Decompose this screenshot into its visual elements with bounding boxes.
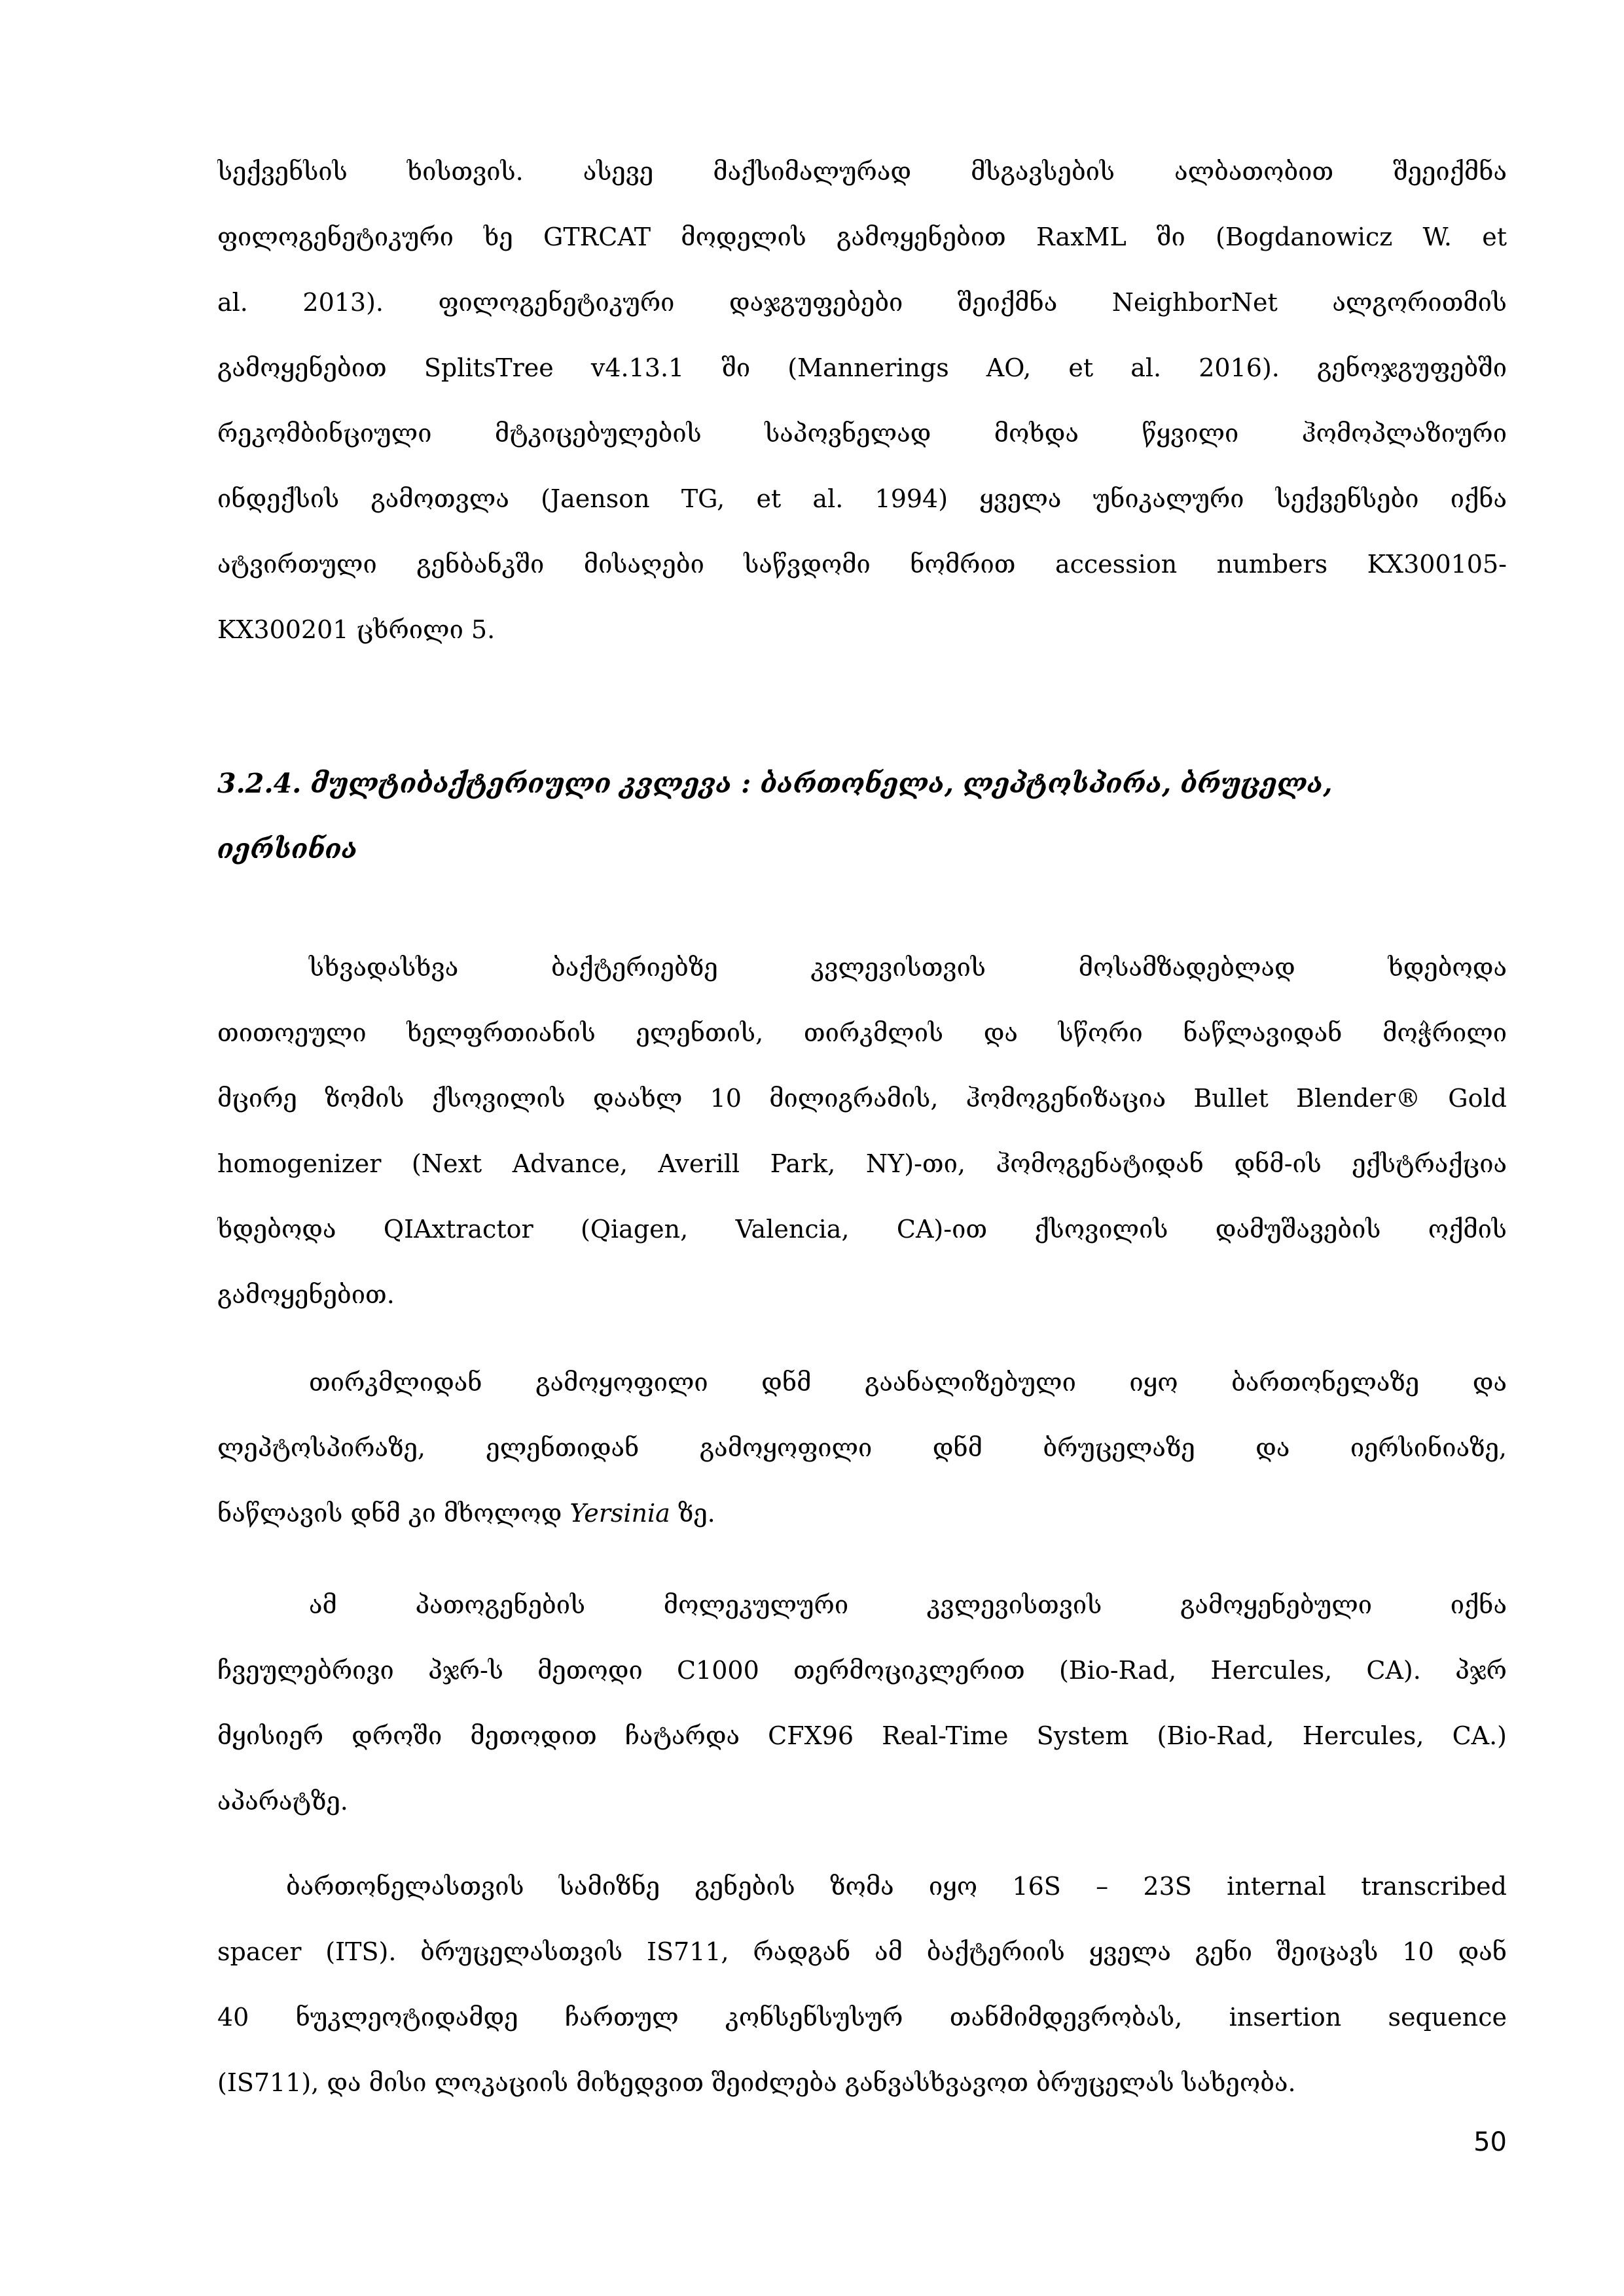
text-segment: (IS711), და მისი ლოკაციის მიხედვით შეიძლება განვასხვავოთ ბრუცელას სახეობა. bbox=[217, 2068, 1296, 2097]
text-line bbox=[217, 2050, 1507, 2115]
text-segment: გამოყენებით SplitsTree v4.13.1 ში (Mannerings AO, et al. 2016). გენოჯგუფებში bbox=[217, 353, 1507, 382]
text-line bbox=[217, 1984, 1507, 2050]
text-segment: al. 2013). ფილოგენეტიკური დაჯგუფებები შეიქმნა NeighborNet ალგორითმის bbox=[217, 288, 1507, 317]
text-line bbox=[217, 1066, 1507, 1131]
text-line bbox=[217, 816, 1507, 882]
text-segment: თირკმლიდან გამოყოფილი დნმ გაანალიზებული იყო ბართონელაზე და bbox=[309, 1368, 1507, 1397]
text-segment: ზე. bbox=[670, 1499, 715, 1528]
text-segment: ჩვეულებრივი პჯრ-ს მეთოდი C1000 თერმოციკლერით (Bio-Rad, Hercules, CA). პჯრ bbox=[217, 1656, 1507, 1685]
page-number: 50 bbox=[1473, 2127, 1507, 2157]
text-line bbox=[217, 466, 1507, 531]
section-heading bbox=[217, 751, 1507, 882]
paragraph bbox=[217, 1350, 1507, 1546]
text-line bbox=[217, 597, 1507, 662]
paragraph bbox=[217, 1854, 1507, 2115]
text-line bbox=[217, 1638, 1507, 1703]
text-line bbox=[217, 204, 1507, 270]
text-line bbox=[217, 1350, 1507, 1415]
text-segment: გამოყენებით. bbox=[217, 1280, 395, 1309]
text-segment: მცირე ზომის ქსოვილის დაახლ 10 მილიგრამის, ჰომოგენიზაცია Bullet Blender® Gold bbox=[217, 1084, 1507, 1113]
text-line bbox=[217, 139, 1507, 204]
text-line bbox=[217, 1480, 1507, 1546]
text-line bbox=[217, 1415, 1507, 1480]
italic-text-segment: Yersinia bbox=[569, 1499, 670, 1528]
text-segment: 3.2.4. მულტიბაქტერიული კვლევა : ბართონელა, ლეპტოსპირა, ბრუცელა, bbox=[217, 768, 1333, 799]
text-line bbox=[217, 1196, 1507, 1262]
text-segment: homogenizer (Next Advance, Averill Park, NY)-თი, ჰომოგენატიდან დნმ-ის ექსტრაქცია bbox=[217, 1149, 1507, 1178]
text-line bbox=[217, 1000, 1507, 1066]
text-segment: ბართონელასთვის სამიზნე გენების ზომა იყო 16S – 23S internal transcribed bbox=[286, 1872, 1507, 1901]
text-line bbox=[217, 335, 1507, 401]
text-line bbox=[217, 270, 1507, 335]
text-segment: იერსინია bbox=[217, 833, 358, 865]
text-line bbox=[217, 1262, 1507, 1327]
text-segment: ნაწლავის დნმ კი მხოლოდ bbox=[217, 1499, 570, 1528]
text-line bbox=[217, 1854, 1507, 1919]
text-line bbox=[217, 1131, 1507, 1196]
text-line bbox=[217, 935, 1507, 1000]
text-segment: რეკომბინციული მტკიცებულების საპოვნელად მოხდა წყვილი ჰომოპლაზიური bbox=[217, 419, 1507, 448]
text-segment: სექვენსის ხისთვის. ასევე მაქსიმალურად მსგავსების ალბათობით შეეიქმნა bbox=[217, 157, 1507, 186]
text-segment: ხდებოდა QIAxtractor (Qiagen, Valencia, CA)-ით ქსოვილის დამუშავების ოქმის bbox=[217, 1215, 1507, 1244]
text-line bbox=[217, 1768, 1507, 1834]
text-segment: თითოეული ხელფრთიანის ელენთის, თირკმლის და სწორი ნაწლავიდან მოჭრილი bbox=[217, 1018, 1507, 1047]
text-segment: 40 ნუკლეოტიდამდე ჩართულ კონსენსუსურ თანმიმდევრობას, insertion sequence bbox=[217, 2003, 1507, 2032]
text-segment: spacer (ITS). ბრუცელასთვის IS711, რადგან ამ ბაქტერიის ყველა გენი შეიცავს 10 დან bbox=[217, 1937, 1507, 1966]
text-segment: ლეპტოსპირაზე, ელენთიდან გამოყოფილი დნმ ბრუცელაზე და იერსინიაზე, bbox=[217, 1433, 1507, 1462]
text-segment: აპარატზე. bbox=[217, 1787, 348, 1816]
text-line bbox=[217, 1919, 1507, 1984]
paragraph bbox=[217, 935, 1507, 1327]
paragraph bbox=[217, 139, 1507, 662]
text-line bbox=[217, 1703, 1507, 1768]
text-segment: ამ პათოგენების მოლეკულური კვლევისთვის გამოყენებული იქნა bbox=[309, 1590, 1507, 1619]
text-segment: KX300201 ცხრილი 5. bbox=[217, 615, 496, 644]
text-segment: მყისიერ დროში მეთოდით ჩატარდა CFX96 Real-Time System (Bio-Rad, Hercules, CA.) bbox=[217, 1721, 1507, 1750]
paragraph bbox=[217, 1572, 1507, 1834]
text-segment: სხვადასხვა ბაქტერიებზე კვლევისთვის მოსამზადებლად ხდებოდა bbox=[309, 953, 1507, 982]
text-segment: ატვირთული გენბანკში მისაღები საწვდომი ნომრით accession numbers KX300105- bbox=[217, 550, 1507, 579]
text-segment: ფილოგენეტიკური ხე GTRCAT მოდელის გამოყენებით RaxML ში (Bogdanowicz W. et bbox=[217, 223, 1507, 251]
text-line bbox=[217, 401, 1507, 466]
text-line bbox=[217, 751, 1507, 816]
document-content bbox=[217, 139, 1507, 2115]
text-line bbox=[217, 1572, 1507, 1638]
text-line bbox=[217, 531, 1507, 597]
text-segment: ინდექსის გამოთვლა (Jaenson TG, et al. 1994) ყველა უნიკალური სექვენსები იქნა bbox=[217, 484, 1507, 513]
